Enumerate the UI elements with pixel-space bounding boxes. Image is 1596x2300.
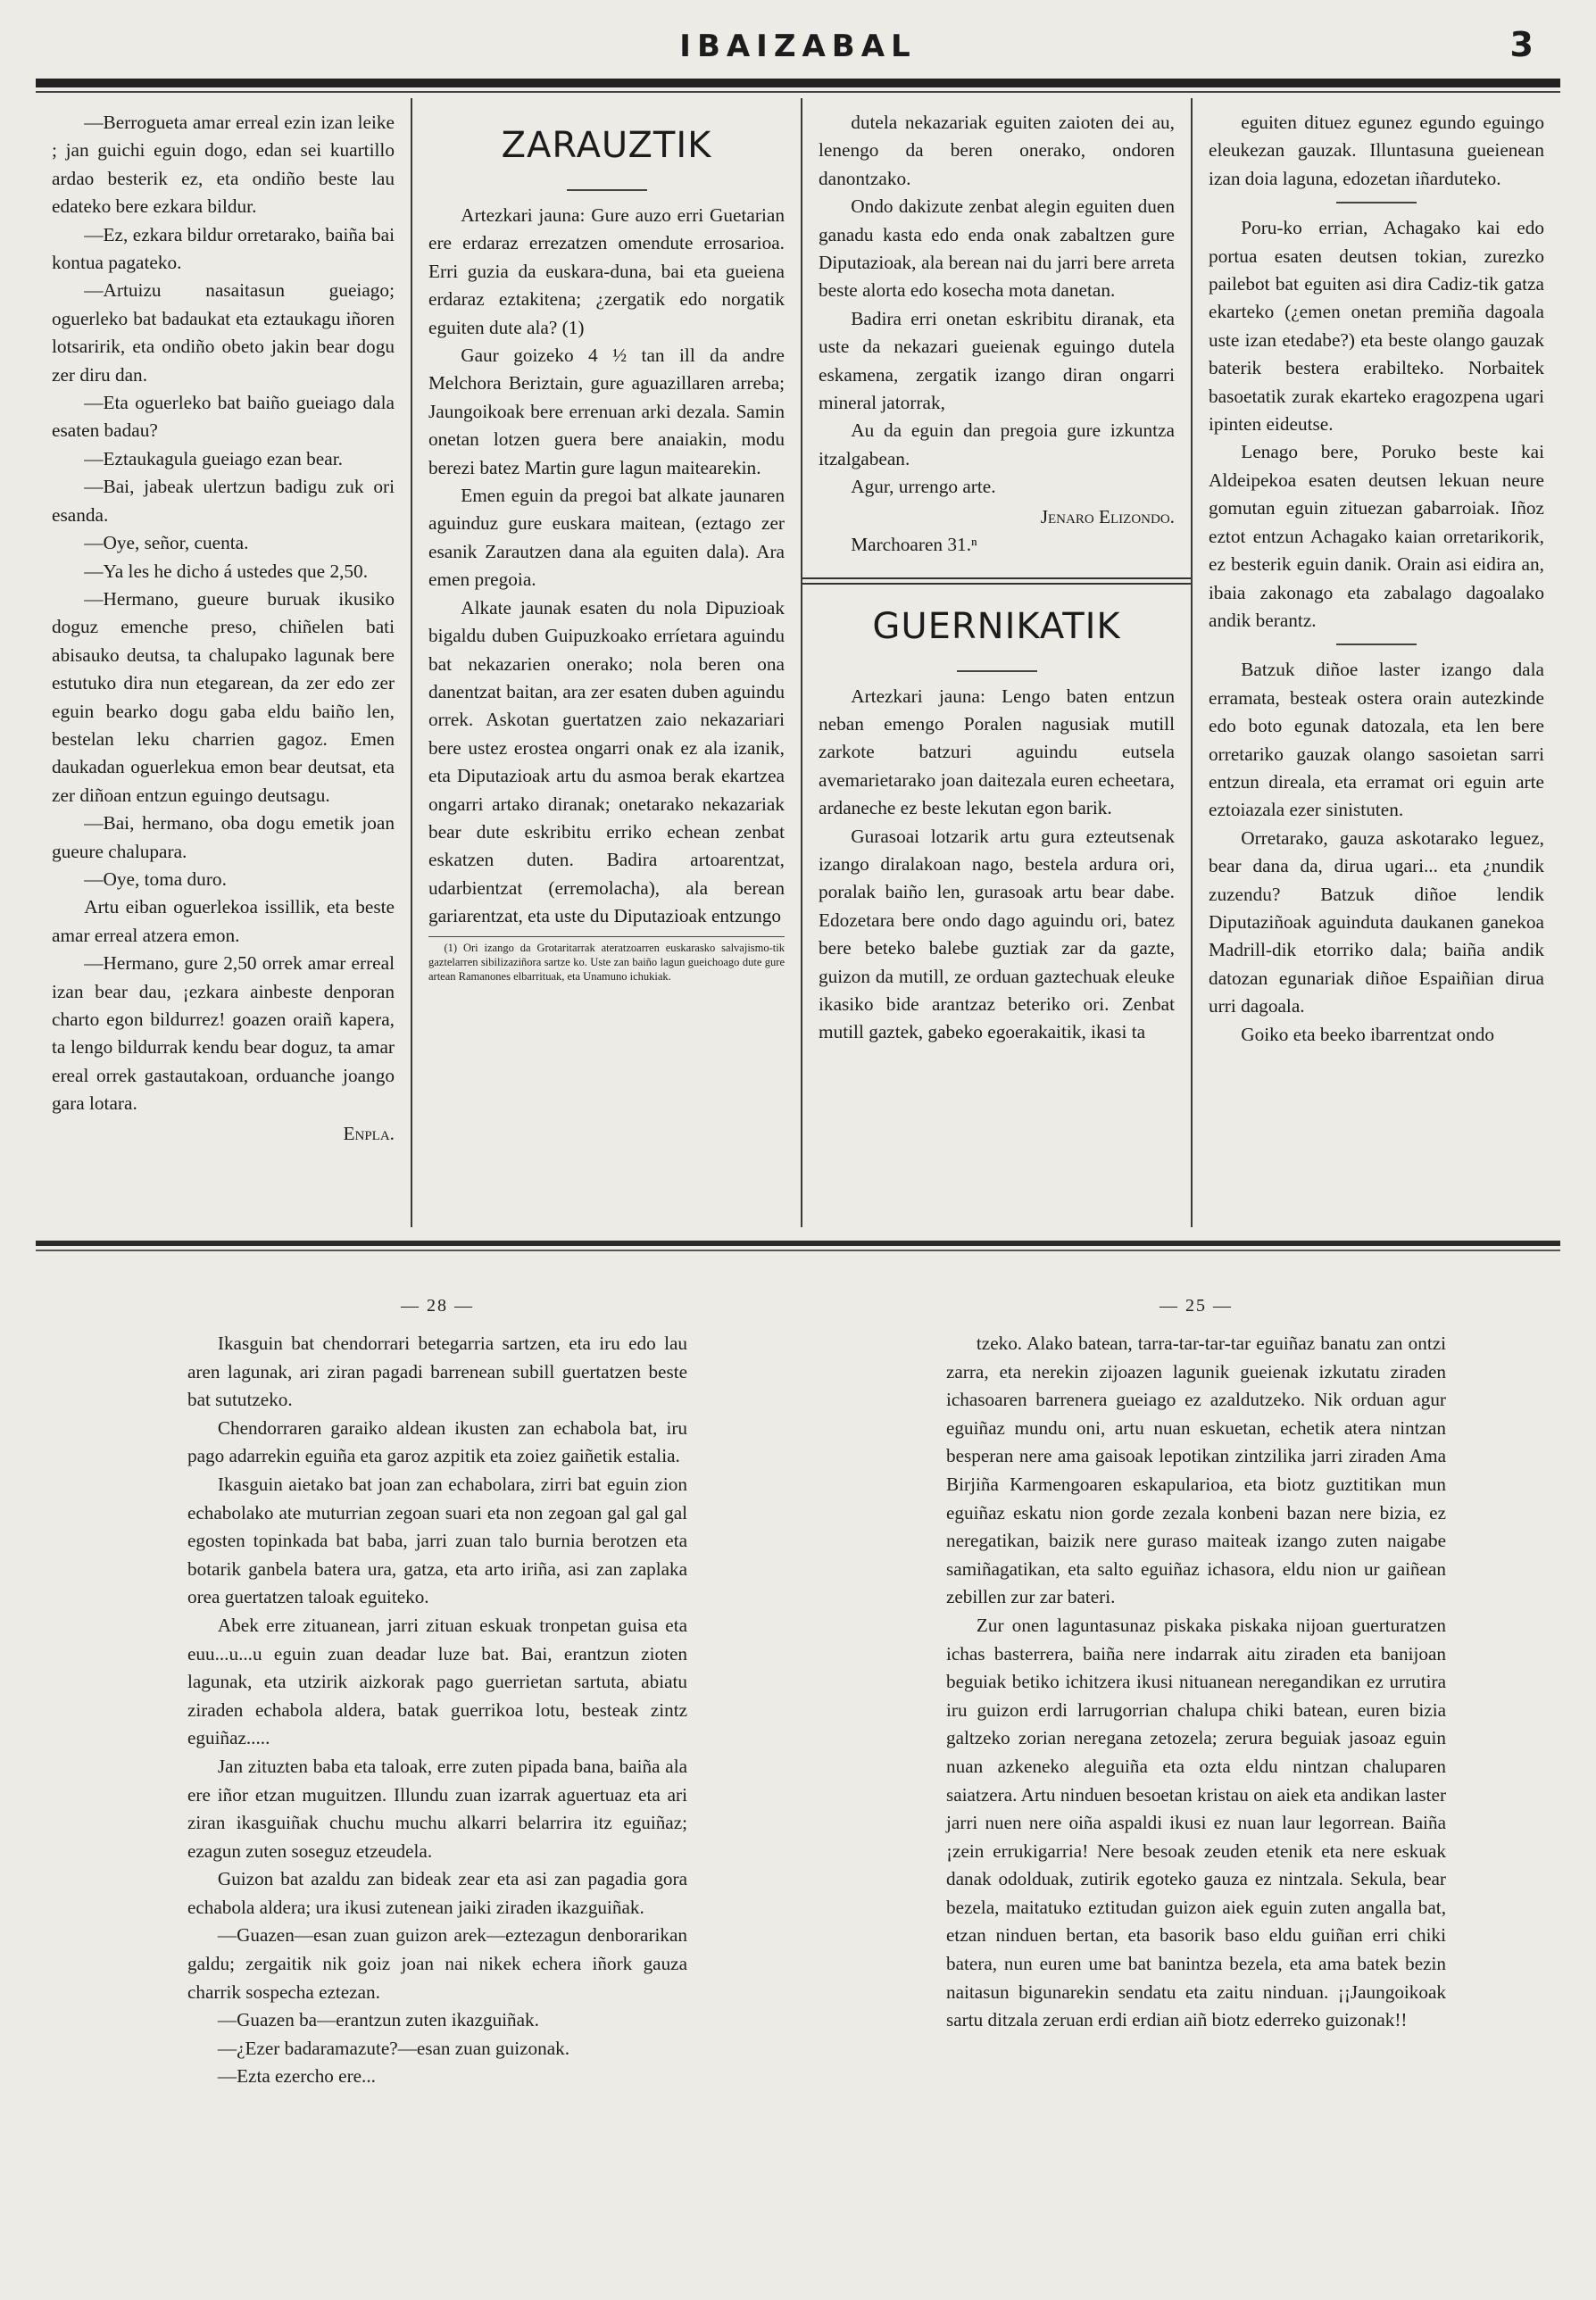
paragraph: Ikasguin bat chendorrari betegarria sartzen, eta iru edo lau aren lagunak, ari ziran pagadi barrenean subill guertatzen beste bat sututzeko.: [187, 1333, 687, 1411]
page-number: 3: [1509, 25, 1534, 64]
paragraph: Orretarako, gauza askotarako leguez, bear dana da, dirua ugari... eta ¿nundik zuzendu? Batzuk diñoe lendik Diputaziñoak aguinduta daukanen ganekoa Madrill-dik etorriko dala; baiña andik datozan egunariak diñoe Espaiñian dirua urri dagoala.: [1209, 826, 1544, 1017]
column-3-body-bottom: [819, 683, 1175, 1047]
page-bottom-rule-thin: [36, 1250, 1560, 1251]
paragraph: Agur, urrengo arte.: [851, 476, 996, 498]
paragraph: Gurasoai lotzarik artu gura ezteutsenak izango diralakoan nago, bestela ardura ori, poralak baiño len, gurasoak artu bear dabe. Edozetara bere ondo dago aguindu ori, batez bere beteko balebe guztiak zar da gazte, guizon da mutill, ze orduan gaztechuak eleuke ikasiko bide arantzaz beteriko ori. Zenbat mutill gaztek, gabeko egoerakaitik, ikasi ta: [819, 825, 1175, 1043]
headline-guernikatik: GUERNIKATIK: [872, 605, 1121, 647]
paragraph: —Oye, señor, cuenta.: [84, 532, 249, 554]
column-3: [801, 98, 1191, 1227]
paragraph: —Ez, ezkara bildur orretarako, baiña bai kontua pagateko.: [52, 223, 395, 274]
paragraph: —Hermano, gure 2,50 orrek amar erreal izan bear dau, ¡ezkara ainbeste denporan charto egon bildurrez! goazen oraiñ kapera, ta lengo bildurrak kendu bear doguz, ta amar ereal orrek gastautakoan, orduanche joango gara lotara.: [52, 952, 395, 1115]
header-rule: [36, 79, 1560, 87]
paragraph: Alkate jaunak esaten du nola Dipuzioak bigaldu duben Guipuzkoako erríetara aguindu bat nekazarien onerako; nola beren ona danentzat baitan, ara zer esaten duben aguindu orrek. Askotan guertatzen zaio nekazariari bere ustez erostea ongarri onak ez ala izanik, eta Diputazioak artu du asmoa berak ekartzea ongarri artako diranak; onetarako nekazariak bear dute eskribitu erriko echean zenbat eskatzen duten. Badira artoarentzat, udarbientzat (erremolacha), ala berean gariarentzat, eta uste du Diputazioak entzungo: [428, 596, 785, 927]
column-4: [1191, 98, 1560, 1227]
page-header: [36, 18, 1560, 71]
paragraph-divider: [1336, 644, 1417, 645]
newspaper-columns: [36, 98, 1560, 1227]
paragraph: Poru-ko errian, Achagako kai edo portua esaten deutsen tokian, zurezko pailebot bat eguiten asi dira Cadiz-tik gatza ekarteko (¿emen onetan premiña dagoala uste izan etedabe?) eta beste olango gauzak baterik bestera erabilteko. Norbaitek basoetatik zurak ekarteko eragozpena ugari ipinten eideutse.: [1209, 217, 1544, 436]
paragraph: —¿Ezer badaramazute?—esan zuan guizonak.: [217, 2037, 570, 2059]
book-page-28: [187, 1296, 687, 2091]
newspaper-title: IBAIZABAL: [679, 29, 917, 64]
book-page-25-body: [946, 1330, 1446, 2035]
column-4-body-top: [1209, 109, 1544, 193]
paragraph: —Bai, jabeak ulertzun badigu zuk ori esanda.: [52, 476, 395, 526]
paragraph: Chendorraren garaiko aldean ikusten zan echabola bat, iru pago adarrekin eguiña eta garoz azpitik eta zoiez gaiñetik estalia.: [187, 1416, 687, 1467]
paragraph: Zur onen laguntasunaz piskaka piskaka nijoan guerturatzen ichas basterrera, baiña nere indarrak aitu ziraden eta banijoan beguiak betiko ichitzera ikusi nituanean neregandikan ez urrutira iru guizon erdi larrugorrian chalupa chiki batean, euren bizia galtzeko zorian neregana zetozela; zerura beguiak jasoaz eguin nuan azkeneko aleguiña eta ozta eldu nintzan chaluparen saiatzera. Artu ninduen besoetan kristau on aiek eta andikan laster jarri nuen nere oiña aspaldi ikusi ez nuan laur legorrean. Baiña ¡zein errukigarria! Nere besoak zeuden etenik eta nere eskuak danak odolduak, zutirik egoteko gauza ez nintzala. Sekula, bear bezela, maitatuko eztitudan guizon aiek eguin zuten angalla bat, etzan ninduen bertan, eta basorik baso eldu guiñan erri chiki batera, nun euren ume bat banintza bezela, eta ama batek bezin naitasun bigunarekin sendatu eta zaitu ninduan. ¡¡Jaungoikoak sartu ditzala zeruan erdi erdian aiñ biotz ederreko guizonak!!: [946, 1614, 1446, 2031]
column-4-body-mid: [1209, 214, 1544, 635]
paragraph-divider: [1336, 202, 1417, 203]
paragraph: —Artuizu nasaitasun gueiago; oguerleko bat badaukat eta eztaukagu iñoren lotsaririk, eta ondiño obeto jakin bear dogu zer diru dan.: [52, 279, 395, 386]
section-divider: [802, 577, 1191, 585]
headline-divider: [567, 189, 647, 191]
paragraph: Emen eguin da pregoi bat alkate jaunaren aguinduz gure euskara maitean, (eztago zer esanik Zarautzen dana ala eguiten dala). Ara emen pregoia.: [428, 485, 785, 591]
paragraph: Artezkari jauna: Gure auzo erri Guetarian ere erdaraz errezatzen omendute errosarioa. Erri guzia da euskara-duna, bai eta gueiena erdaraz eztakitena; ¿zergatik edo norgatik eguiten dute ala? (1): [428, 204, 785, 338]
paragraph: Guizon bat azaldu zan bideak zear eta asi zan pagadia gora echabola aldera; ura ikusi zutenean jaiki ziraden ikazguiñak.: [187, 1868, 687, 1918]
paragraph: Badira erri onetan eskribitu diranak, eta uste da nekazari gueienak eguingo dutela eskamena, zergatik izango diran ongarri mineral jatorrak,: [819, 307, 1175, 414]
signature-enpla: Enpla.: [343, 1122, 395, 1144]
paragraph: Goiko eta beeko ibarrentzat ondo: [1241, 1023, 1495, 1045]
column-2: [411, 98, 801, 1227]
paragraph: —Ezta ezercho ere...: [217, 2065, 376, 2088]
headline-divider: [957, 670, 1037, 672]
column-3-body-top: [819, 109, 1175, 502]
book-page-25: [946, 1296, 1446, 2035]
paragraph: Lenago bere, Poruko beste kai Aldeipekoa esaten deutsen lekuan neure gomutan eguin zituezan gabarroiak. Iñoz eztot entzun Achagako kaian orretarikorik, ez besterik eguin danik. Orain asi eidira an, ibaia zakonago eta zabalago dagoalako andik berantz.: [1209, 441, 1544, 631]
paragraph: —Guazen—esan zuan guizon arek—eztezagun denborarikan galdu; zergaitik nik goiz joan nai nikek echera iñork gauza charrik sospecha eztezan.: [187, 1924, 687, 2003]
paragraph: Artu eiban oguerlekoa issillik, eta beste amar erreal atzera emon.: [52, 896, 395, 946]
letter-date: Marchoaren 31.ⁿ: [851, 534, 977, 556]
paragraph: —Eztaukagula gueiago ezan bear.: [84, 447, 343, 469]
book-page-28-body: [187, 1330, 687, 2091]
paragraph: —Bai, hermano, oba dogu emetik joan gueure chalupara.: [52, 812, 395, 862]
paragraph: dutela nekazariak eguiten zaioten dei au, lenengo da beren onerako, ondoren danontzako.: [819, 112, 1175, 189]
header-rule-thin: [36, 91, 1560, 93]
paragraph: —Guazen ba—erantzun zuten ikazguiñak.: [217, 2009, 539, 2031]
footnote: (1) Ori izango da Grotaritarrak ateratzoarren euskarasko salvajismo-tik gaztelarren sibilizaziñora sartze ko. Uste zan baiño lagun gueichoago dute gure artean Ramanones elbarrituak, eta Unamuno ichukiak.: [428, 936, 785, 984]
paragraph: —Oye, toma duro.: [84, 868, 227, 890]
paragraph: tzeko. Alako batean, tarra-tar-tar-tar eguiñaz banatu zan ontzi zarra, eta nerekin zijoazen lagunik gueienak izkutatu ziraden ichasoaren barrenera gueiago ez azaldutzeko. Nik orduan agur eguiñaz mundu oni, artu nuan eskuetan, echetik atera nintzan besperan nere ama gaisoak lepotikan zintzilika jarri ziraden Ama Birjiña Karmengoaren eskapularioa, eta biotz guztitikan mun eguiñaz eskatu nion gorde zezala konbeni bazan nere bizia, ez neregatikan, baizik nere guraso maiteak izango zuten naigabe samiñagatikan, eta salto eguiñaz ichasora, eldu nion ur gaiñean zebillen zur zar bateri.: [946, 1333, 1446, 1608]
paragraph: Ondo dakizute zenbat alegin eguiten duen ganadu kasta edo enda onak zabaltzen gure Diputazioak, ala berean nai du jarri bere arreta beste alorta edo kosecha mota danetan.: [819, 195, 1175, 302]
column-4-body-bottom: [1209, 656, 1544, 1049]
paragraph: Ikasguin aietako bat joan zan echabolara, zirri bat eguin zion echabolako ate muturrian zegoan suari eta non zegoan gal gal gal egosten topinkada bat baba, jarri zuan talo burnia berotzen eta botarik ganbela batera ura, gatza, eta arto iriña, asi zan zaplaka orea guertatzen taloak eguiteko.: [187, 1473, 687, 1608]
page-bottom-rule: [36, 1241, 1560, 1246]
paragraph: —Ya les he dicho á ustedes que 2,50.: [84, 560, 369, 582]
signature-elizondo: Jenaro Elizondo.: [1040, 505, 1175, 527]
headline-zarauztik: ZARAUZTIK: [501, 125, 712, 166]
column-1-body: [52, 109, 395, 1118]
paragraph: Gaur goizeko 4 ½ tan ill da andre Melchora Beriztain, gure aguazillaren arreba; Jaungoikoak bere errenuan arki dezala. Samin onetan lotzen guera bere anaiakin, modu berezi batez Martin gure lagun maitearekin.: [428, 345, 785, 478]
paragraph: Artezkari jauna: Lengo baten entzun neban emengo Poralen nagusiak mutill zarkote batzuri aguindu eutsela avemarietarako joan daitezala euren echeetara, ardaneche ez beste lekutan egon barik.: [819, 685, 1175, 819]
paragraph: Jan zituzten baba eta taloak, erre zuten pipada bana, baiña ala ere iñor etzan muguitzen. Illundu zuan izarrak aguertuaz eta ari ziran ikasguiñak chuchu muchu alkarri belarrira itz eguiñaz; ezagun zuten soseguz etzeudela.: [187, 1755, 687, 1862]
paragraph: Au da eguin dan pregoia gure izkuntza itzalgabean.: [819, 419, 1175, 469]
paragraph: Batzuk diñoe laster izango dala erramata, besteak ostera orain autezkinde edo boto egunak datozala, eta len bere orretariko gauzak olango sasoietan sarri entzun direala, eta erramat ori eguin arte eztoiazala ezer sinistuten.: [1209, 659, 1544, 821]
book-page-number: — 25 —: [1160, 1296, 1233, 1316]
paragraph: Abek erre zituanean, jarri zituan eskuak tronpetan guisa eta euu...u...u eguin zuan deadar luze bat. Bai, erantzun zioten lagunak, eta utzirik aizkorak pago guerrietan sartuta, abiatu ziraden echabola aldera, batak guerrikoa lotu, besteak zintz eguiñaz.....: [187, 1614, 687, 1749]
paragraph: —Eta oguerleko bat baiño gueiago dala esaten badau?: [52, 392, 395, 442]
paragraph: eguiten dituez egunez egundo eguingo eleukezan gauzak. Illuntasuna gueienean izan doia laguna, edozetan iñarduteko.: [1209, 112, 1544, 189]
column-1: [36, 98, 411, 1227]
paragraph: —Berrogueta amar erreal ezin izan leike ; jan guichi eguin dogo, edan sei kuartillo ardao besterik ez, eta ondiño beste lau edateko bere ezkara bildur.: [52, 112, 395, 218]
paragraph: —Hermano, gueure buruak ikusiko doguz emenche preso, chiñelen bati abisauko deutsa, ta chalupako lagunak bere estutuko dira nun etegarean, da zer edo zer eguin bearko dogu gaba eldu baiño len, bestelan leku charrien gagoz. Emen daukadan oguerlekua emon bear deutsat, eta zer diñoan entzun eguingo deutsagu.: [52, 587, 395, 806]
column-2-body: [428, 202, 785, 931]
book-page-number: — 28 —: [401, 1296, 474, 1316]
